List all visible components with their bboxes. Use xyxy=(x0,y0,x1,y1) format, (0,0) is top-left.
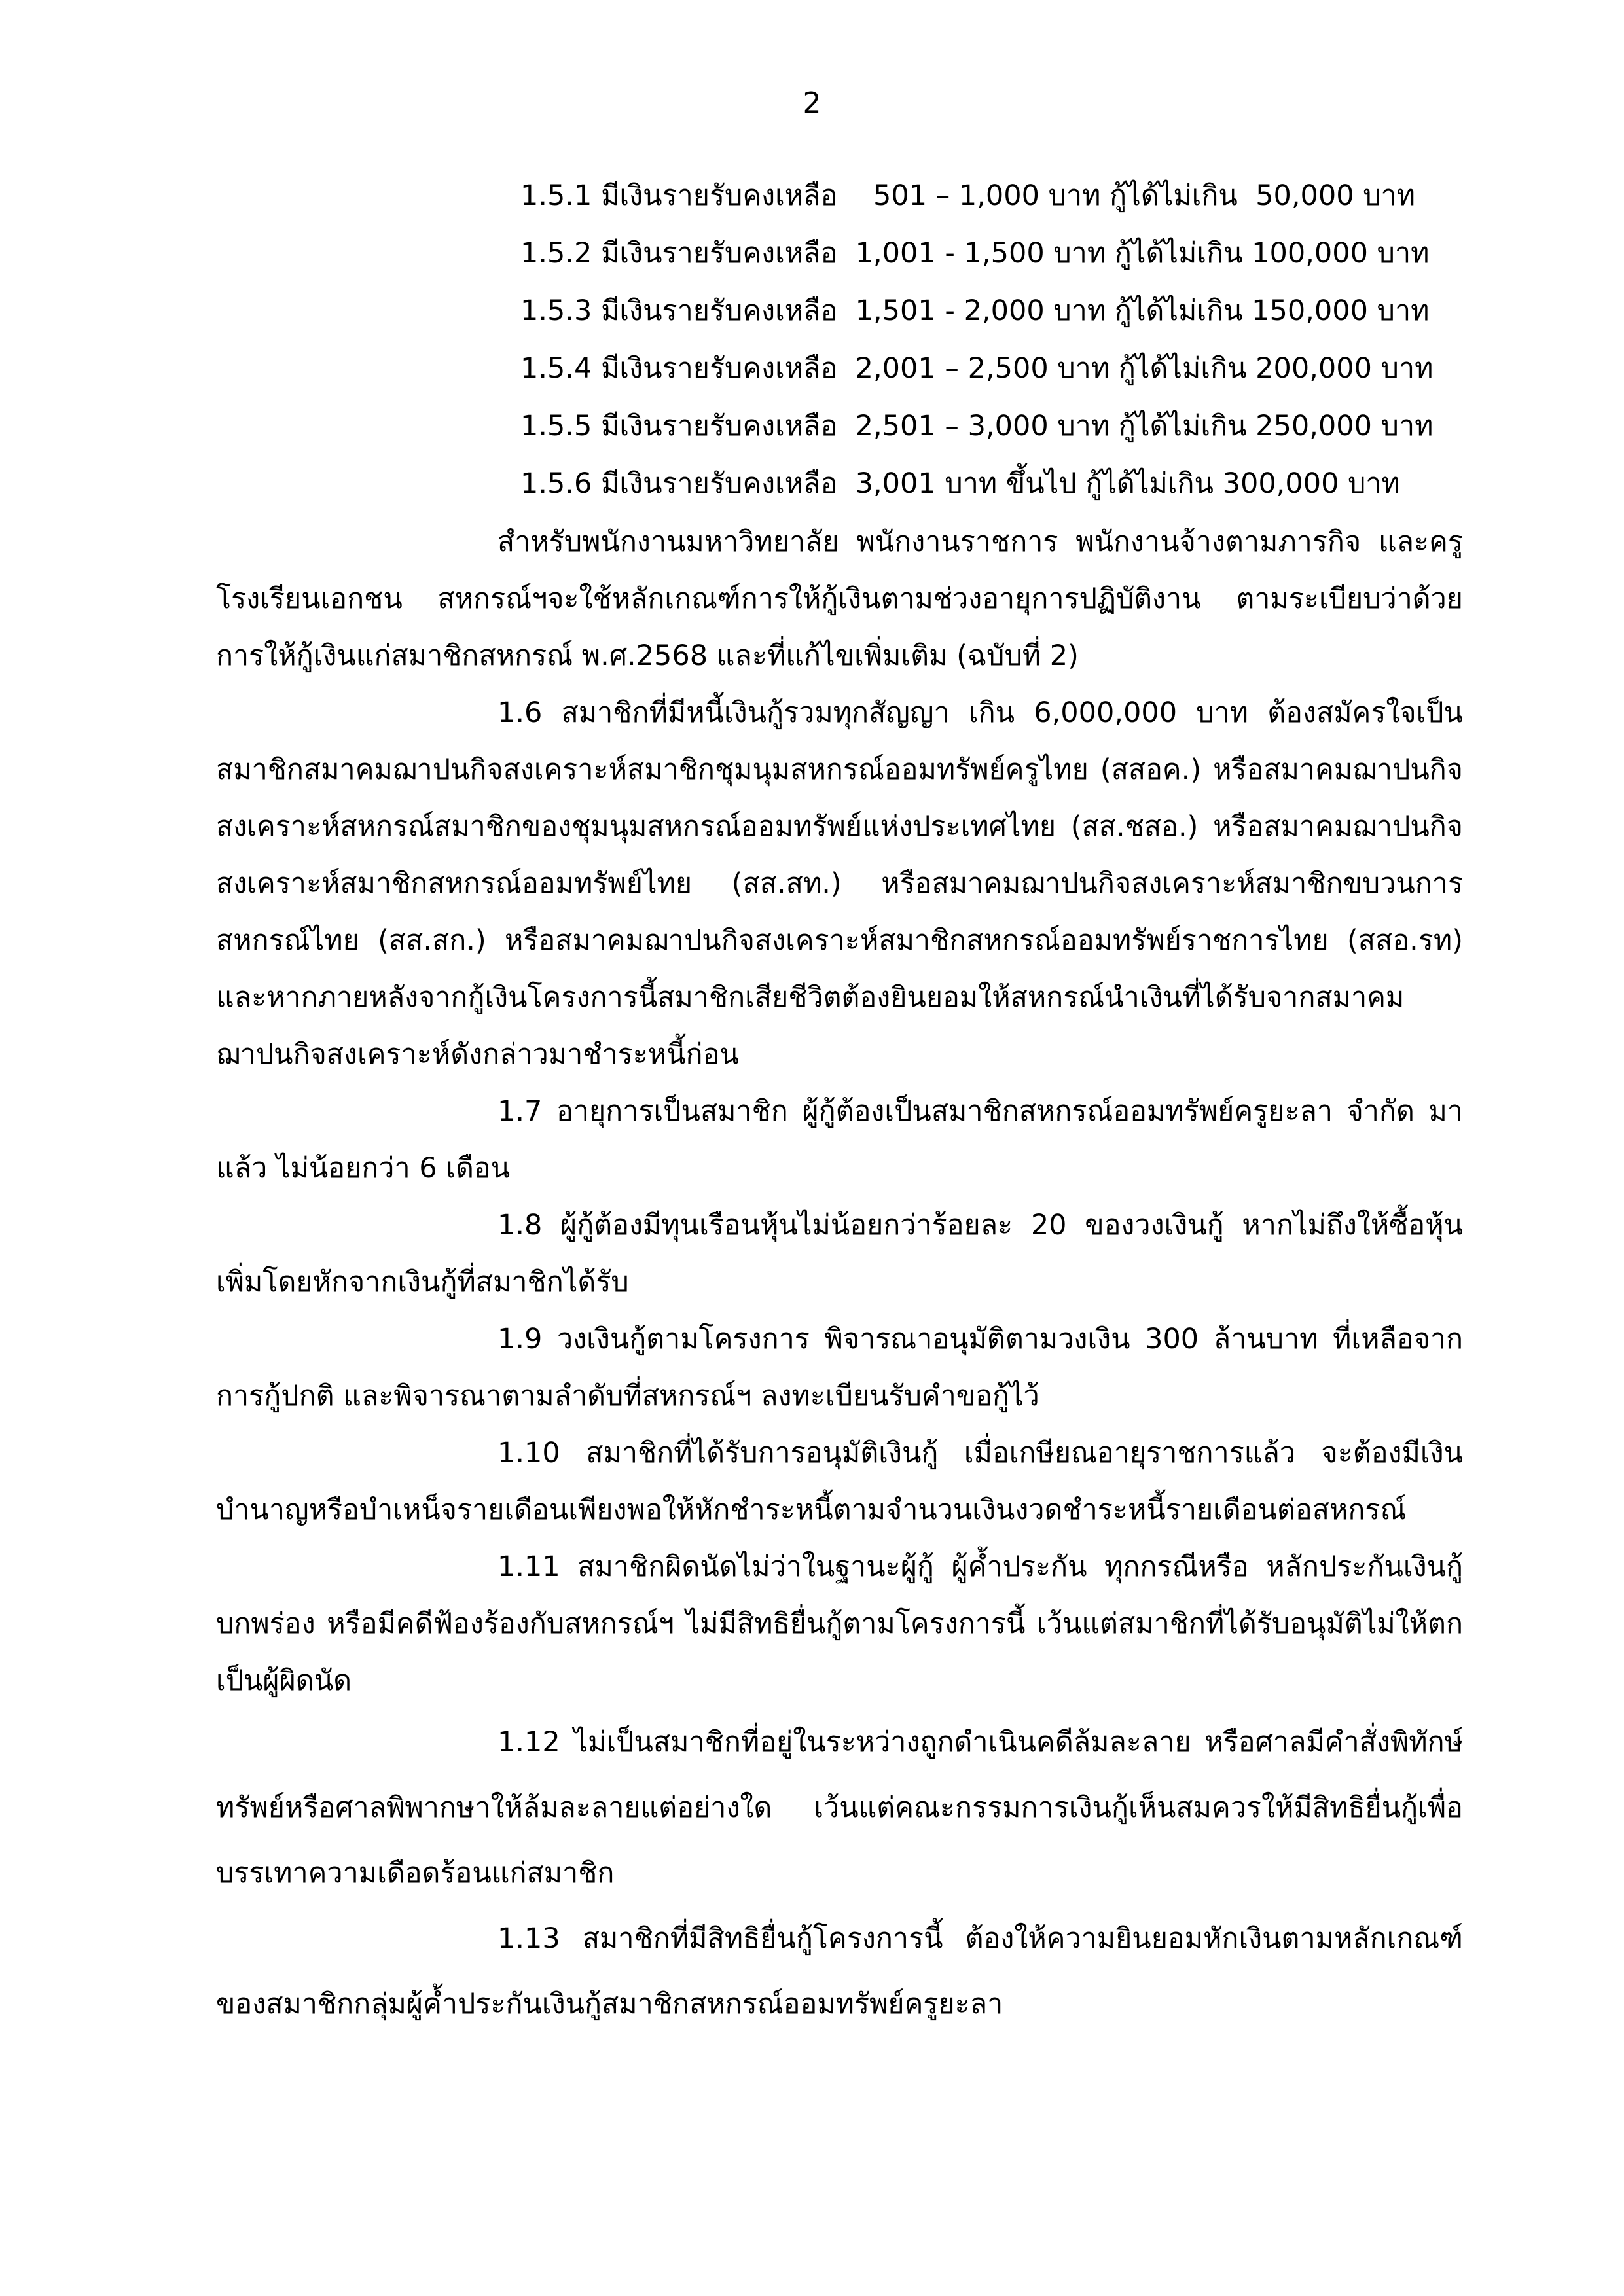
income-bracket-1-5-3: 1.5.3 มีเงินรายรับคงเหลือ 1,501 - 2,000 บาท กู้ได้ไม่เกิน 150,000 บาท xyxy=(520,295,1430,327)
paragraph-1-11: 1.11 สมาชิกผิดนัดไม่ว่าในฐานะผู้กู้ ผู้ค้ำประกัน ทุกกรณีหรือ หลักประกันเงินกู้บกพร่อง หรือมีคดีฟ้องร้องกับสหกรณ์ฯ ไม่มีสิทธิยื่นกู้ตามโครงการนี้ เว้นแต่สมาชิกที่ได้รับอนุมัติไม่ให้ตกเป็นผู้ผิดนัด xyxy=(216,1551,1463,1697)
paragraph-1-7: 1.7 อายุการเป็นสมาชิก ผู้กู้ต้องเป็นสมาชิกสหกรณ์ออมทรัพย์ครูยะลา จำกัด มาแล้ว ไม่น้อยกว่า 6 เดือน xyxy=(216,1095,1463,1185)
page-number: 2 xyxy=(803,86,821,120)
paragraph-1-6: 1.6 สมาชิกที่มีหนี้เงินกู้รวมทุกสัญญา เกิน 6,000,000 บาท ต้องสมัครใจเป็นสมาชิกสมาคมฌาปนกิจสงเคราะห์สมาชิกชุมนุมสหกรณ์ออมทรัพย์ครูไทย (สสอค.) หรือสมาคมฌาปนกิจสงเคราะห์สหกรณ์สมาชิกของชุมนุมสหกรณ์ออมทรัพย์แห่งประเทศไทย (สส.ชสอ.) หรือสมาคมฌาปนกิจสงเคราะห์สมาชิกสหกรณ์ออมทรัพย์ไทย (สส.สท.) หรือสมาคมฌาปนกิจสงเคราะห์สมาชิกขบวนการสหกรณ์ไทย (สส.สก.) หรือสมาคมฌาปนกิจสงเคราะห์สมาชิกสหกรณ์ออมทรัพย์ราชการไทย (สสอ.รท) และหากภายหลังจากกู้เงินโครงการนี้สมาชิกเสียชีวิตต้องยินยอมให้สหกรณ์นำเงินที่ได้รับจากสมาคมฌาปนกิจสงเคราะห์ดังกล่าวมาชำระหนี้ก่อน xyxy=(216,696,1463,1071)
income-bracket-1-5-4: 1.5.4 มีเงินรายรับคงเหลือ 2,001 – 2,500 บาท กู้ได้ไม่เกิน 200,000 บาท xyxy=(520,352,1434,385)
income-bracket-1-5-2: 1.5.2 มีเงินรายรับคงเหลือ 1,001 - 1,500 บาท กู้ได้ไม่เกิน 100,000 บาท xyxy=(520,237,1430,270)
document-body xyxy=(216,514,1463,2037)
paragraph-1-10: 1.10 สมาชิกที่ได้รับการอนุมัติเงินกู้ เมื่อเกษียณอายุราชการแล้ว จะต้องมีเงินบำนาญหรือบำเหน็จรายเดือนเพียงพอให้หักชำระหนี้ตามจำนวนเงินงวดชำระหนี้รายเดือนต่อสหกรณ์ xyxy=(216,1437,1463,1526)
paragraph-1-9: 1.9 วงเงินกู้ตามโครงการ พิจารณาอนุมัติตามวงเงิน 300 ล้านบาท ที่เหลือจากการกู้ปกติ และพิจารณาตามลำดับที่สหกรณ์ฯ ลงทะเบียนรับคำขอกู้ไว้ xyxy=(216,1323,1463,1412)
income-bracket-1-5-6: 1.5.6 มีเงินรายรับคงเหลือ 3,001 บาท ขึ้นไป กู้ได้ไม่เกิน 300,000 บาท xyxy=(520,467,1400,500)
income-bracket-1-5-5: 1.5.5 มีเงินรายรับคงเหลือ 2,501 – 3,000 บาท กู้ได้ไม่เกิน 250,000 บาท xyxy=(520,410,1434,442)
income-bracket-list xyxy=(520,167,1433,512)
paragraph-1-12: 1.12 ไม่เป็นสมาชิกที่อยู่ในระหว่างถูกดำเนินคดีล้มละลาย หรือศาลมีคำสั่งพิทักษ์ทรัพย์หรือศาลพิพากษาให้ล้มละลายแต่อย่างใด เว้นแต่คณะกรรมการเงินกู้เห็นสมควรให้มีสิทธิยื่นกู้เพื่อบรรเทาความเดือดร้อนแก่สมาชิก xyxy=(216,1726,1463,1890)
income-bracket-1-5-1: 1.5.1 มีเงินรายรับคงเหลือ 501 – 1,000 บาท กู้ได้ไม่เกิน 50,000 บาท xyxy=(520,179,1416,212)
paragraph-staff-note: สำหรับพนักงานมหาวิทยาลัย พนักงานราชการ พนักงานจ้างตามภารกิจ และครูโรงเรียนเอกชน สหกรณ์ฯจะใช้หลักเกณฑ์การให้กู้เงินตามช่วงอายุการปฏิบัติงาน ตามระเบียบว่าด้วย การให้กู้เงินแก่สมาชิกสหกรณ์ พ.ศ.2568 และที่แก้ไขเพิ่มเติม (ฉบับที่ 2) xyxy=(216,526,1463,672)
paragraph-1-8: 1.8 ผู้กู้ต้องมีทุนเรือนหุ้นไม่น้อยกว่าร้อยละ 20 ของวงเงินกู้ หากไม่ถึงให้ซื้อหุ้นเพิ่มโดยหักจากเงินกู้ที่สมาชิกได้รับ xyxy=(216,1209,1463,1299)
paragraph-1-13: 1.13 สมาชิกที่มีสิทธิยื่นกู้โครงการนี้ ต้องให้ความยินยอมหักเงินตามหลักเกณฑ์ของสมาชิกกลุ่มผู้ค้ำประกันเงินกู้สมาชิกสหกรณ์ออมทรัพย์ครูยะลา xyxy=(216,1922,1463,2020)
